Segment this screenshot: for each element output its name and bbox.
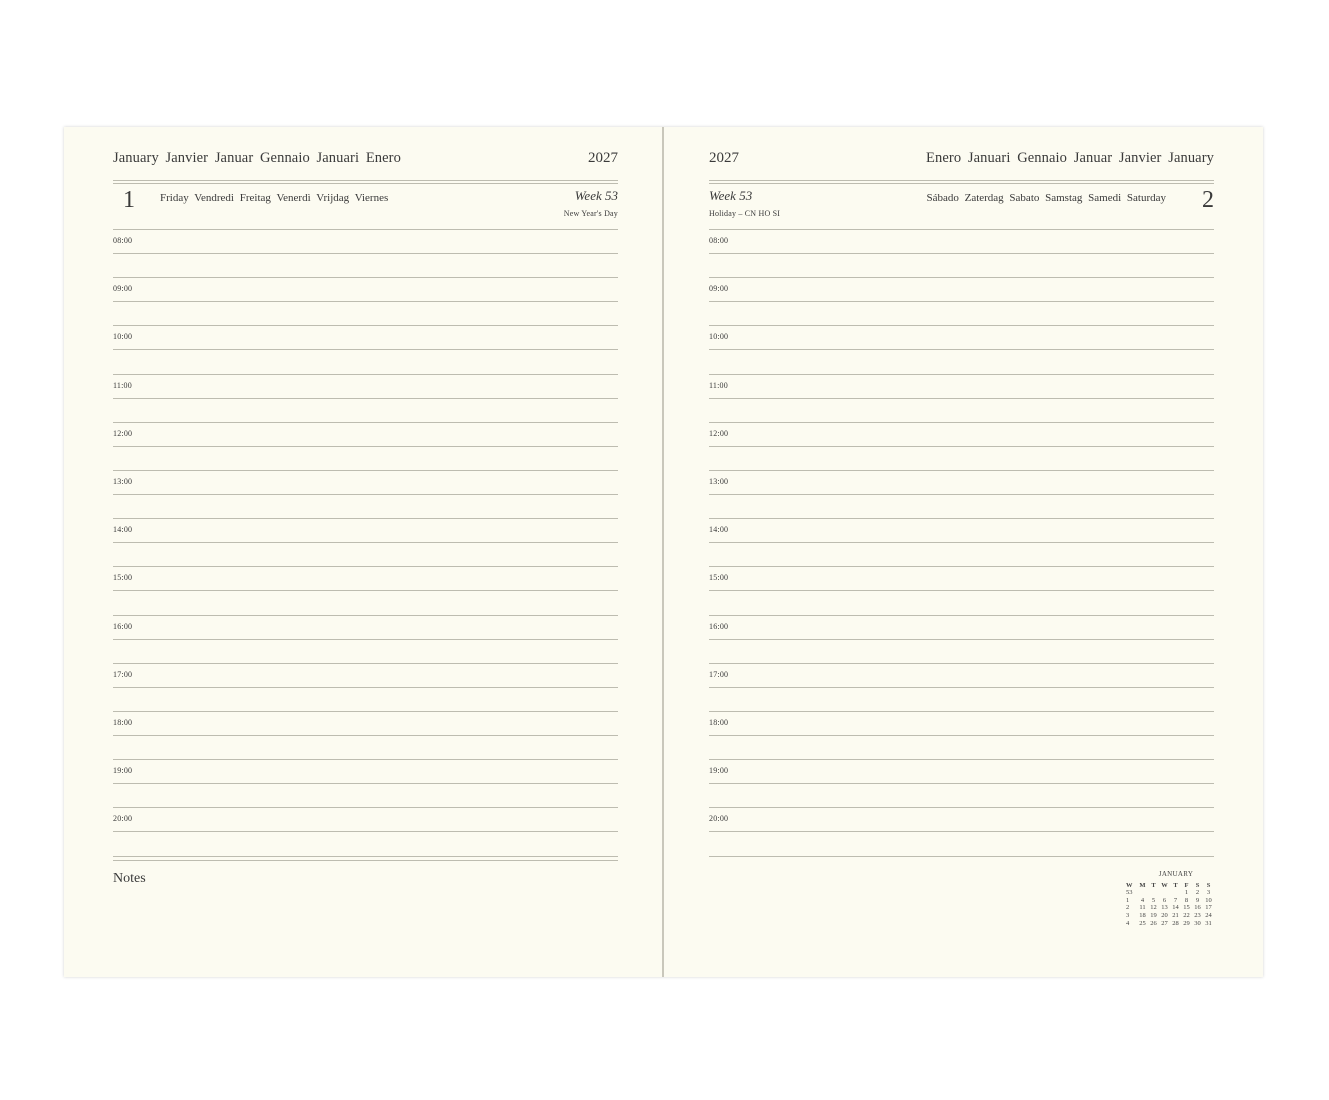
hour-rule [113,711,618,712]
mini-calendar-week [1126,897,1214,905]
half-hour-rule [113,446,618,447]
mini-calendar-body [1126,889,1214,927]
left-page [113,127,618,977]
day-names: Sábado Zaterdag Sabato Samstag Samedi Saturday [926,192,1166,204]
hour-label: 08:00 [113,236,133,245]
hour-slot[interactable] [113,759,618,807]
hour-rule [113,277,618,278]
hour-slot[interactable] [113,566,618,614]
mini-calendar-week-number: 1 [1126,896,1130,904]
half-hour-rule [113,590,618,591]
hour-rule [709,470,1214,471]
hour-slot[interactable] [709,325,1214,373]
mini-calendar-day: 23 [1194,911,1201,919]
month-header [709,150,1214,170]
hour-rule [113,229,618,230]
hour-label: 15:00 [113,573,133,583]
hour-rule [709,566,1214,567]
mini-calendar-day: 16 [1194,904,1201,912]
hour-label: 19:00 [709,766,729,776]
hour-slot[interactable] [113,325,618,373]
mini-calendar-day: 30 [1194,919,1201,927]
hour-label: 17:00 [709,669,729,679]
bottom-rule [113,856,618,857]
mini-calendar-day: 24 [1205,911,1212,919]
mini-calendar-weekday: S [1195,881,1200,889]
hour-rule [709,615,1214,616]
mini-calendar-weekday: M [1139,881,1146,889]
hour-label: 08:00 [709,236,729,245]
mini-calendar-day: 29 [1183,919,1190,927]
hour-rule [709,277,1214,278]
mini-calendar-day: 18 [1139,911,1146,919]
mini-calendar-weekday: F [1184,881,1189,889]
hour-slot[interactable] [709,277,1214,325]
mini-calendar-week [1126,904,1214,912]
mini-calendar-day: 1 [1184,889,1189,897]
month-names: Enero Januari Gennaio Januar Janvier January [926,150,1214,166]
mini-calendar-day: 10 [1205,896,1212,904]
year-label: 2027 [588,150,618,166]
hour-rule [709,663,1214,664]
mini-calendar-day: 13 [1161,904,1168,912]
half-hour-rule [113,783,618,784]
mini-calendar-weekday: S [1206,881,1211,889]
hour-rule [113,518,618,519]
mini-calendar-header [1126,882,1214,890]
hour-slot[interactable] [113,711,618,759]
hour-rule [113,566,618,567]
hour-label: 09:00 [709,284,729,294]
mini-calendar-week [1126,920,1214,928]
hour-rule [113,759,618,760]
hour-slot[interactable] [113,663,618,711]
half-hour-rule [113,494,618,495]
hour-slot[interactable] [709,759,1214,807]
mini-calendar-day: 21 [1172,911,1179,919]
mini-calendar-day: 27 [1161,919,1168,927]
half-hour-rule [709,735,1214,736]
mini-calendar-day [1137,889,1148,897]
day-names: Friday Vendredi Freitag Venerdì Vrijdag Viernes [160,192,389,204]
hour-label: 20:00 [113,814,133,824]
hour-label: 16:00 [709,621,729,631]
hour-rule [113,325,618,326]
hour-label: 19:00 [113,766,133,776]
mini-calendar-day [1159,889,1170,897]
mini-calendar-day: 7 [1173,896,1178,904]
mini-calendar-day: 3 [1206,889,1211,897]
half-hour-rule [709,831,1214,832]
half-hour-rule [709,349,1214,350]
hour-slot[interactable] [113,277,618,325]
mini-calendar-day: 31 [1205,919,1212,927]
bottom-rule [709,856,1214,857]
hour-label: 11:00 [709,380,728,390]
hour-rule [709,518,1214,519]
half-hour-rule [113,542,618,543]
half-hour-rule [709,301,1214,302]
half-hour-rule [113,253,618,254]
mini-calendar-day: 15 [1183,904,1190,912]
half-hour-rule [113,301,618,302]
hour-label: 14:00 [709,525,729,535]
half-hour-rule [113,398,618,399]
week-label: Week 53 [574,188,618,203]
half-hour-rule [709,783,1214,784]
mini-calendar-day: 5 [1151,896,1156,904]
month-header [113,150,618,170]
mini-calendar-day: 8 [1184,896,1189,904]
half-hour-rule [709,542,1214,543]
half-hour-rule [113,349,618,350]
hour-slot[interactable] [113,518,618,566]
hour-slot[interactable] [113,229,618,277]
hour-slot[interactable] [709,470,1214,518]
hour-label: 17:00 [113,669,133,679]
half-hour-rule [709,687,1214,688]
hour-rule [113,615,618,616]
hour-rule [113,663,618,664]
mini-calendar-day: 17 [1205,904,1212,912]
hour-rule [113,422,618,423]
mini-calendar-day: 19 [1150,911,1157,919]
hour-label: 10:00 [709,332,729,342]
mini-calendar-weekday: T [1173,881,1178,889]
week-label: Week 53 [709,188,753,203]
hour-slot[interactable] [709,615,1214,663]
day-number: 1 [123,187,135,213]
hour-rule [709,807,1214,808]
hour-label: 20:00 [709,814,729,824]
mini-calendar-weekday: W [1126,881,1133,889]
hour-slot[interactable] [113,374,618,422]
hour-label: 16:00 [113,621,133,631]
hour-label: 13:00 [113,477,133,486]
hour-label: 13:00 [709,477,729,486]
hour-slot[interactable] [709,663,1214,711]
hour-slot[interactable] [113,807,618,855]
mini-calendar-day: 22 [1183,911,1190,919]
mini-calendar-day: 11 [1139,904,1146,912]
hour-label: 12:00 [709,428,729,438]
half-hour-rule [113,687,618,688]
notes-label: Notes [113,871,146,886]
hour-label: 09:00 [113,284,133,294]
hour-rule [709,374,1214,375]
mini-calendar-day [1170,889,1181,897]
mini-calendar-day: 12 [1150,904,1157,912]
half-hour-rule [113,735,618,736]
hour-slot[interactable] [709,374,1214,422]
hour-label: 15:00 [709,573,729,583]
half-hour-rule [709,398,1214,399]
mini-calendar-day: 4 [1140,896,1145,904]
half-hour-rule [709,590,1214,591]
page-gutter [662,127,664,977]
hour-rule [709,759,1214,760]
hour-rule [709,711,1214,712]
half-hour-rule [113,831,618,832]
right-page [709,127,1214,977]
hour-rule [709,325,1214,326]
mini-calendar-day: 20 [1161,911,1168,919]
half-hour-rule [709,639,1214,640]
hour-slot[interactable] [113,422,618,470]
mini-calendar-day: 6 [1162,896,1167,904]
mini-calendar-week-number: 4 [1126,919,1130,927]
mini-calendar-day: 28 [1172,919,1179,927]
mini-calendar-day: 2 [1195,889,1200,897]
hour-rule [113,470,618,471]
hour-label: 14:00 [113,525,133,535]
half-hour-rule [709,253,1214,254]
half-hour-rule [113,639,618,640]
mini-calendar-day: 9 [1195,896,1200,904]
hour-slot[interactable] [709,518,1214,566]
hour-rule [113,374,618,375]
month-names: January Janvier Januar Gennaio Januari Enero [113,150,401,166]
header-rule [709,180,1214,181]
holiday-note: New Year's Day [563,209,618,218]
half-hour-rule [709,446,1214,447]
hour-slot[interactable] [709,807,1214,855]
hour-slot[interactable] [709,422,1214,470]
hour-label: 12:00 [113,428,133,438]
hour-slot[interactable] [113,615,618,663]
hour-slot[interactable] [113,470,618,518]
hour-label: 10:00 [113,332,133,342]
mini-calendar [1126,871,1214,927]
mini-calendar-weekday: T [1151,881,1156,889]
mini-calendar-day: 26 [1150,919,1157,927]
mini-calendar-week-number: 53 [1126,889,1133,897]
mini-calendar-week-number: 2 [1126,904,1130,912]
hour-label: 18:00 [113,718,133,727]
header-rule [113,180,618,181]
mini-calendar-day: 14 [1172,904,1179,912]
mini-calendar-week-number: 3 [1126,911,1130,919]
mini-calendar-title: JANUARY [1158,870,1194,878]
holiday-note: Holiday – CN HO SI [709,209,781,218]
mini-calendar-weekday: W [1161,881,1168,889]
mini-calendar-day: 25 [1139,919,1146,927]
hour-label: 11:00 [113,380,132,390]
mini-calendar-day [1148,889,1159,897]
mini-calendar-week [1126,912,1214,920]
day-number: 2 [1202,187,1214,213]
hour-label: 18:00 [709,718,729,727]
mini-calendar-week [1126,889,1214,897]
hour-rule [709,229,1214,230]
year-label: 2027 [709,150,739,166]
hour-slot[interactable] [709,566,1214,614]
hour-rule [113,807,618,808]
hour-slot[interactable] [709,711,1214,759]
half-hour-rule [709,494,1214,495]
hour-rule [709,422,1214,423]
hour-slot[interactable] [709,229,1214,277]
diary-spread [64,127,1263,977]
